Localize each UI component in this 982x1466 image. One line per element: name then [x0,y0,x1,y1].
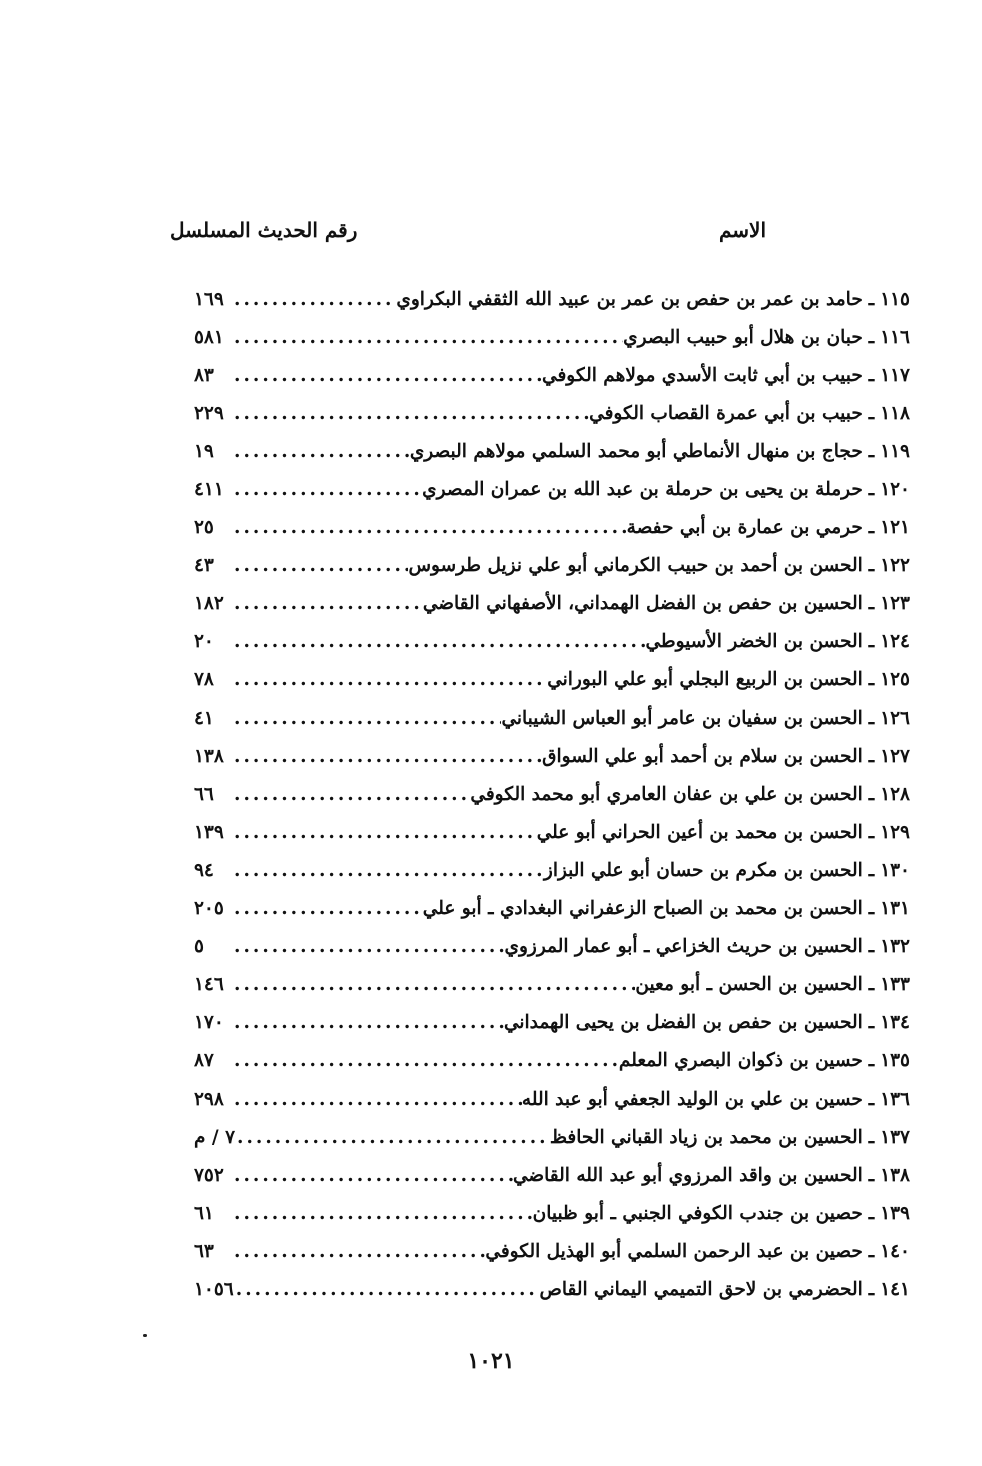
index-entry [194,623,910,661]
dot-leader [232,1165,513,1186]
index-entry [194,1270,910,1308]
index-entry [194,1118,910,1156]
index-entry [194,1194,910,1232]
entry-name: الحسن بن محمد بن أعين الحراني أبو علي [536,821,863,843]
entry-dash: ـ [868,440,875,462]
dot-leader [232,898,423,919]
entry-name: حصين بن عبد الرحمن السلمي أبو الهذيل الكوفي [485,1240,863,1262]
dot-leader [232,327,623,348]
entry-number: ١٢٠ [880,479,910,501]
column-header [170,218,766,248]
entry-name: حسين بن علي بن الوليد الجعفي أبو عبد الله [521,1088,863,1110]
entry-number: ١٣٨ [880,1164,910,1186]
entry-name: الحسن بن محمد بن الصباح الزعفراني البغدادي ـ أبو علي [422,898,863,920]
dot-leader [232,784,470,805]
entry-name: الحسين بن واقد المرزوي أبو عبد الله القاضي [513,1164,863,1186]
entry-name: الحسين بن حريث الخزاعي ـ أبو عمار المرزوي [504,936,863,958]
entry-name: حصين بن جندب الكوفي الجنبي ـ أبو ظبيان [532,1202,863,1224]
entry-dash: ـ [868,631,875,653]
index-entry [194,699,910,737]
dot-leader [235,1127,550,1148]
entry-number: ١١٩ [880,440,910,462]
entry-number: ١٣٠ [880,859,910,881]
dot-leader [232,631,645,652]
entry-dash: ـ [868,821,875,843]
entry-reference: ٢٩٨ [194,1088,224,1110]
entry-reference: ٦٣ [194,1240,214,1262]
dot-leader [232,517,627,538]
entry-reference: ١٣٩ [194,821,224,843]
index-entry [194,928,910,966]
entry-reference: ١٠٥٦ [194,1278,234,1300]
entry-dash: ـ [868,1164,875,1186]
dot-leader [232,746,542,767]
entry-dash: ـ [868,593,875,615]
entry-name: الحسن بن أحمد بن حبيب الكرماني أبو علي نزيل طرسوس [408,555,863,577]
entry-number: ١١٦ [880,326,910,348]
entry-number: ١٢٦ [880,707,910,729]
entry-number: ١٢٥ [880,669,910,691]
entry-reference: ٦٦ [194,783,214,805]
index-entries [194,280,910,1309]
entry-dash: ـ [868,1202,875,1224]
entry-number: ١٣٦ [880,1088,910,1110]
entry-dash: ـ [868,1126,875,1148]
entry-number: ١١٨ [880,402,910,424]
dot-leader [232,1089,522,1110]
index-entry [194,737,910,775]
dot-leader [234,1279,540,1300]
entry-number: ١٣٣ [880,974,910,996]
entry-name: الحسن بن علي بن عفان العامري أبو محمد الكوفي [470,783,863,805]
entry-number: ١٢٩ [880,821,910,843]
entry-number: ١١٧ [880,364,910,386]
entry-dash: ـ [868,859,875,881]
entry-reference: ٨٧ [194,1050,214,1072]
index-entry [194,1080,910,1118]
entry-dash: ـ [868,745,875,767]
entry-name: الحسين بن حفص بن الفضل بن يحيى الهمداني [503,1012,863,1034]
scan-speck [143,1334,147,1337]
entry-reference: ٧ / م [194,1126,236,1148]
index-entry [194,1156,910,1194]
index-entry [194,470,910,508]
entry-dash: ـ [868,783,875,805]
index-entry [194,661,910,699]
index-entry [194,851,910,889]
entry-dash: ـ [868,669,875,691]
entry-number: ١٢٢ [880,555,910,577]
dot-leader [232,1050,619,1071]
dot-leader [232,708,501,729]
entry-number: ١٣٧ [880,1126,910,1148]
dot-leader [232,974,635,995]
index-entry [194,432,910,470]
dot-leader [232,936,504,957]
entry-dash: ـ [868,364,875,386]
entry-reference: ٥ [194,936,204,958]
entry-dash: ـ [868,326,875,348]
entry-name: حجاج بن منهال الأنماطي أبو محمد السلمي مولاهم البصري [409,440,863,462]
entry-reference: ١٦٩ [194,288,224,310]
entry-reference: ١٤٦ [194,974,224,996]
index-entry [194,280,910,318]
index-entry [194,1042,910,1080]
entry-dash: ـ [868,1012,875,1034]
entry-reference: ٤١١ [194,479,224,501]
entry-number: ١٤١ [880,1278,910,1300]
dot-leader [232,289,396,310]
dot-leader [232,1241,485,1262]
entry-reference: ١٧٠ [194,1012,224,1034]
index-entry [194,585,910,623]
entry-dash: ـ [868,974,875,996]
entry-number: ١٢٤ [880,631,910,653]
entry-reference: ٨٣ [194,364,214,386]
dot-leader [232,365,542,386]
entry-reference: ٦١ [194,1202,214,1224]
dot-leader [232,860,544,881]
entry-number: ١٣٥ [880,1050,910,1072]
index-entry [194,318,910,356]
entry-number: ١٤٠ [880,1240,910,1262]
dot-leader [232,669,547,690]
index-entry [194,356,910,394]
dot-leader [232,593,423,614]
entry-reference: ١٩ [194,440,214,462]
entry-reference: ٢٢٩ [194,402,224,424]
index-entry [194,547,910,585]
entry-reference: ٤١ [194,707,214,729]
dot-leader [232,479,422,500]
entry-reference: ٧٨ [194,669,214,691]
entry-reference: ٢٠ [194,631,214,653]
entry-reference: ٩٤ [194,859,214,881]
entry-number: ١٢٣ [880,593,910,615]
index-entry [194,394,910,432]
index-entry [194,775,910,813]
entry-dash: ـ [868,1278,875,1300]
entry-name: حرملة بن يحيى بن حرملة بن عبد الله بن عمران المصري [422,479,863,501]
index-entry [194,1232,910,1270]
entry-dash: ـ [868,288,875,310]
dot-leader [232,403,589,424]
number-column-heading: رقم الحديث المسلسل [170,218,358,242]
page-number: ١٠٢١ [467,1348,515,1374]
entry-number: ١٢٧ [880,745,910,767]
entry-reference: ٧٥٢ [194,1164,224,1186]
entry-reference: ٥٨١ [194,326,224,348]
entry-number: ١٢٨ [880,783,910,805]
entry-name: الحسين بن محمد بن زياد القباني الحافظ [549,1126,863,1148]
entry-dash: ـ [868,479,875,501]
index-entry [194,890,910,928]
entry-name: حبيب بن أبي عمرة القصاب الكوفي [589,402,863,424]
index-entry [194,813,910,851]
entry-number: ١٣٩ [880,1202,910,1224]
entry-dash: ـ [868,555,875,577]
entry-number: ١٣٤ [880,1012,910,1034]
entry-dash: ـ [868,517,875,539]
entry-name: الحسين بن حفص بن الفضل الهمداني، الأصفهاني القاضي [422,593,863,615]
name-column-heading: الاسم [718,218,766,242]
entry-name: الحسن بن مكرم بن حسان أبو علي البزاز [543,859,863,881]
entry-name: حسين بن ذكوان البصري المعلم [618,1050,863,1072]
entry-reference: ١٣٨ [194,745,224,767]
dot-leader [232,555,408,576]
dot-leader [232,441,410,462]
entry-name: الحضرمي بن لاحق التميمي اليماني القاص [539,1278,863,1300]
entry-reference: ١٨٢ [194,593,224,615]
entry-name: حرمي بن عمارة بن أبي حفصة [626,517,863,539]
entry-dash: ـ [868,1050,875,1072]
entry-dash: ـ [868,1088,875,1110]
entry-reference: ٢٥ [194,517,214,539]
entry-number: ١٢١ [880,517,910,539]
dot-leader [232,1203,533,1224]
index-entry [194,1004,910,1042]
entry-number: ١٣٢ [880,936,910,958]
entry-dash: ـ [868,1240,875,1262]
entry-name: الحسن بن سفيان بن عامر أبو العباس الشيباني [501,707,863,729]
index-entry [194,966,910,1004]
entry-name: حامد بن عمر بن حفص بن عمر بن عبيد الله الثقفي البكراوي [396,288,863,310]
entry-name: الحسن بن سلام بن أحمد أبو علي السواق [542,745,863,767]
entry-name: حبيب بن أبي ثابت الأسدي مولاهم الكوفي [542,364,863,386]
entry-reference: ٤٣ [194,555,214,577]
entry-dash: ـ [868,707,875,729]
entry-number: ١٣١ [880,898,910,920]
entry-name: الحسن بن الخضر الأسيوطي [645,631,863,653]
entry-dash: ـ [868,936,875,958]
entry-reference: ٢٠٥ [194,898,224,920]
entry-name: حبان بن هلال أبو حبيب البصري [623,326,863,348]
entry-name: الحسن بن الربيع البجلي أبو علي البوراني [547,669,863,691]
entry-name: الحسين بن الحسن ـ أبو معين [635,974,863,996]
dot-leader [232,1012,504,1033]
entry-dash: ـ [868,402,875,424]
entry-dash: ـ [868,898,875,920]
index-entry [194,509,910,547]
entry-number: ١١٥ [880,288,910,310]
dot-leader [232,822,537,843]
